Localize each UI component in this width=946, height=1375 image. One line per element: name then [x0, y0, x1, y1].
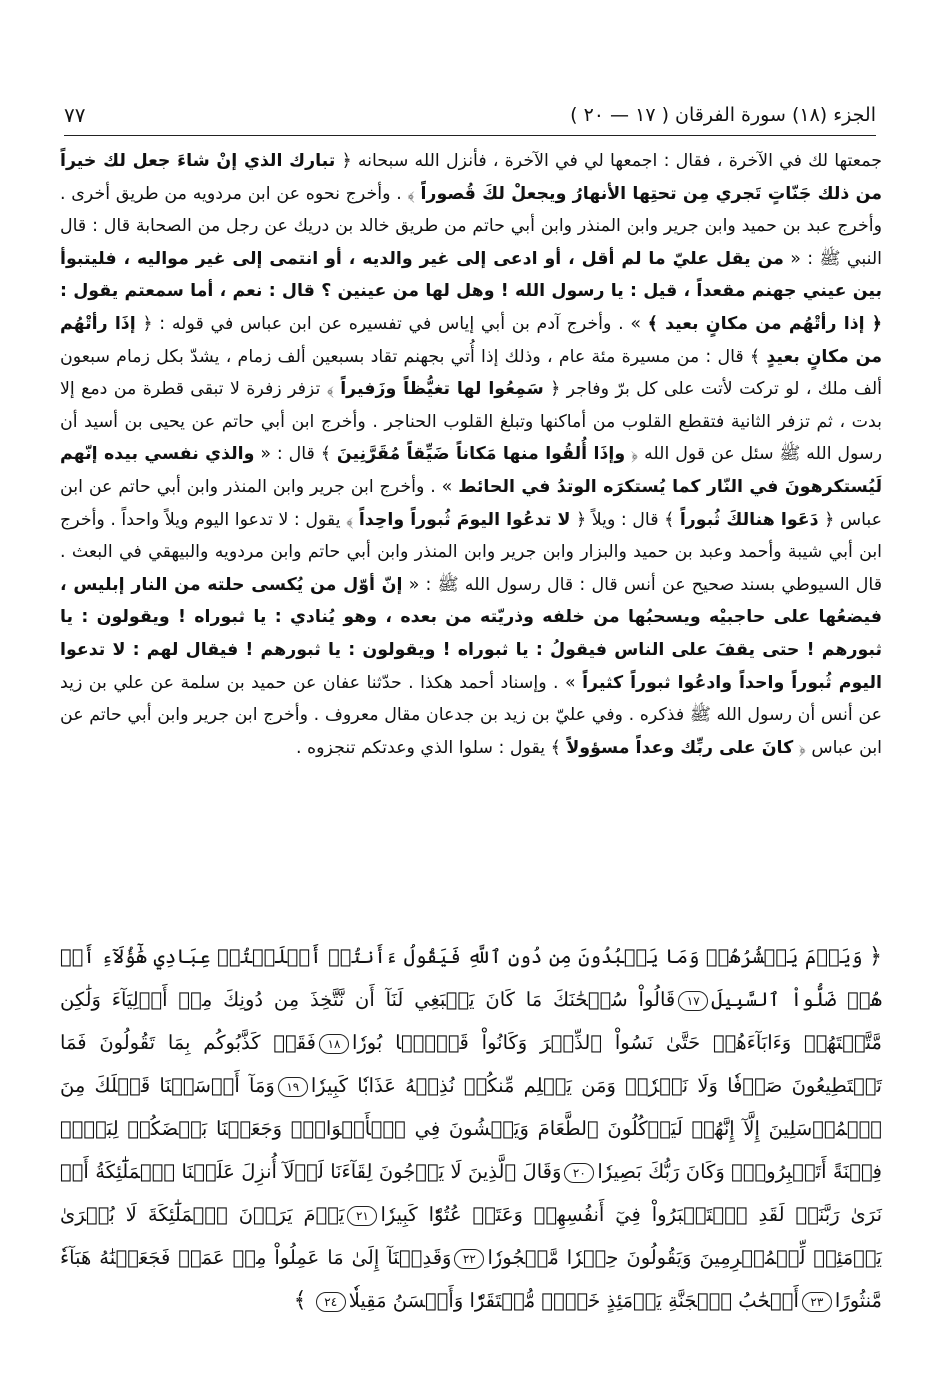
ayah-text: أَصۡحَٰبُ ٱلۡجَنَّةِ يَوۡمَئِذٍ خَيۡرٞ مُّسۡتَقَرّٗا وَأَحۡسَنُ مَقِيلٗا — [348, 1289, 799, 1312]
ayah-number-marker: ٢٠ — [564, 1163, 594, 1183]
quran-paragraph — [60, 935, 882, 1322]
commentary-text — [60, 145, 882, 764]
ayah-text: وَمَآ أَرۡسَلۡنَا قَبۡلَكَ مِنَ ٱلۡمُرۡسَلِينَ إِلَّآ إِنَّهُمۡ لَيَأۡكُلُونَ ٱلطَّعَامَ وَيَمۡشُونَ فِي ٱلۡأَسۡوَاقِۗ وَجَعَلۡنَا بَعۡضَكُمۡ لِبَعۡضٖ فِتۡنَةً أَتَصۡبِرُونَۗ وَكَانَ رَبُّكَ بَصِيرٗا — [60, 1074, 882, 1183]
ayah-number-marker: ٢١ — [347, 1206, 377, 1226]
ayah-number-marker: ١٩ — [278, 1077, 308, 1097]
ayah-number-marker: ١٧ — [678, 991, 708, 1011]
commentary-segment: ﴾ قال : ويلاً ﴿ — [570, 509, 680, 530]
commentary-segment: ﴾ تزفر زفرة لا تبقى قطرة من دمع إلا بدت ، ثم تزفر الثانية فتقطع القلوب من أماكنها وتبلغ القلوب الحناجر . وأخرج ابن أبي حاتم عن يحيى بن أسيد أن رسول الله ﷺ سئل عن قول الله ﴿ — [60, 379, 883, 465]
ayah-text: قَالُواْ سُبۡحَٰنَكَ مَا كَانَ يَنۢبَغِي لَنَآ أَن نَّتَّخِذَ مِن دُونِكَ مِنۡ أَوۡلِيَآءَ وَلَٰكِن مَّتَّعۡتَهُمۡ وَءَابَآءَهُمۡ حَتَّىٰ نَسُواْ ٱلذِّكۡرَ وَكَانُواْ قَوۡمَۢا بُورٗا — [60, 988, 883, 1054]
quoted-verse: تبارك الذي إنْ شاءَ جعل لك خيراً من ذلك جَنّاتٍ تَجري مِن تحتِها الأنهارُ ويجعلْ لكَ قُصوراً — [60, 151, 883, 204]
quoted-hadith: إنّ أوّل من يُكسى حلته من النار إبليس ، فيضعُها على حاجبيْه ويسحبُها من خلفه وذريّته من بعده ، وهو يُنادي : يا ثبوراه ! ويقولون : يا ثبورهم ! حتى يقفَ على الناس فيقولُ : يا ثبوراه ! ويقولون : يا ثبورهم ! فيقال لهم : لا تدعوا اليوم ثُبوراً واحداً وادعُوا ثبوراً كثيراً — [60, 574, 882, 693]
quoted-verse: إذَا رأتْهُم من مكانٍ بعيدٍ — [60, 313, 882, 367]
commentary-segment: ﴾ يقول : سلوا الذي وعدتكم تنجزوه . — [295, 737, 567, 758]
commentary-segment: ﴾ قال : من مسيرة مئة عام ، وذلك إذا أُتي بجهنم تقاد بسبعين ألف زمام ، يشدّ بكل زمام سبعون ألف ملك ، لو تركت لأتت على كل برّ وفاجر ﴿ — [60, 346, 882, 400]
close-ornate-bracket: ﴾ — [293, 1288, 307, 1313]
commentary-segment: » . وأخرج آدم بن أبي إياس في تفسيره عن ابن عباس في قوله : ﴿ — [135, 313, 648, 334]
commentary-segment: » . وإسناد أحمد هكذا . حدّثنا عفان عن حميد بن سلمة عن علي بن زيد عن أنس أن رسول الله ﷺ فذكره . وفي عليّ بن زيد بن جدعان مقال معروف . وأخرج ابن جرير وابن أبي حاتم عن ابن عباس ﴿ — [60, 672, 882, 758]
ayah-text: يَوۡمَ يَرَوۡنَ ٱلۡمَلَٰٓئِكَةَ لَا بُشۡرَىٰ يَوۡمَئِذٖ لِّلۡمُجۡرِمِينَ وَيَقُولُونَ حِجۡرٗا مَّحۡجُورٗا — [60, 1203, 882, 1269]
ayah-number-marker: ٢٢ — [454, 1249, 484, 1269]
quoted-hadith: من يقل عليّ ما لم أقل ، أو ادعى إلى غير والديه ، أو انتمى إلى غير مواليه ، فليتبوأ بين عيني جهنم مقعداً ، قيل : يا رسول الله ! وهل لها من عينين ؟ قال : نعم ، أما سمعتم يقول : ﴿ إذا رأتْهُم من مكانٍ بعيد ﴾ — [60, 248, 882, 334]
ayah-number-marker: ١٨ — [319, 1034, 349, 1054]
quoted-hadith: والذي نفسي بيده إنّهم لَيُستكرهونَ في النّار كما يُستكرَه الوتدُ في الحائط — [60, 444, 882, 497]
ayah-text: فَقَدۡ كَذَّبُوكُم بِمَا تَقُولُونَ فَمَا تَسۡتَطِيعُونَ صَرۡفٗا وَلَا نَصۡرٗاۚ وَمَن يَظۡلِم مِّنكُمۡ نُذِقۡهُ عَذَابٗا كَبِيرٗا — [60, 1031, 882, 1097]
commentary-paragraph — [60, 145, 882, 764]
commentary-segment: ﴾ قال : « — [254, 444, 337, 465]
commentary-segment: ﴾ يقول : لا تدعوا اليوم ويلاً واحداً . وأخرج ابن أبي شيبة وأحمد وعبد بن حميد والبزار وابن جرير وابن المنذر وابن أبي حاتم وابن مردويه والبيهقي في البعث . قال السيوطي بسند صحيح عن أنس قال : قال رسول الله ﷺ : « — [60, 509, 883, 595]
quran-verses — [60, 935, 882, 1322]
ayah-number-marker: ٢٤ — [316, 1292, 346, 1312]
ayah-text: وَيَوۡمَ يَحۡشُرُهُمۡ وَمَا يَعۡبُدُونَ مِن دُونِ ٱللَّهِ فَيَقُولُ ءَأَنتُمۡ أَضۡلَلۡتُمۡ عِبَادِي هَٰٓؤُلَآءِ أَمۡ هُمۡ ضَلُّواْ ٱلسَّبِيلَ — [60, 945, 882, 1011]
page-header — [64, 98, 876, 132]
quoted-verse: سَمِعُوا لها تغيُّظاً وزَفيراً — [340, 379, 544, 400]
commentary-segment: ﴾ . وأخرج نحوه عن ابن مردويه من طريق أخرى . وأخرج عبد بن حميد وابن جرير وابن المنذر وابن أبي حاتم من طريق خالد بن دريك عن رجل من الصحابة قال : قال النبي ﷺ : « — [60, 183, 882, 269]
quoted-verse: وإذَا أُلقُوا منها مَكاناً ضَيِّقاً مُقَرَّنِينَ — [336, 444, 626, 465]
ayah-text: وَقَدِمۡنَآ إِلَىٰ مَا عَمِلُواْ مِنۡ عَمَلٖ فَجَعَلۡنَٰهُ هَبَآءٗ مَّنثُورًا — [60, 1246, 882, 1312]
quoted-verse: لا تدعُوا اليومَ ثُبوراً واحِداً — [358, 509, 571, 530]
ayah-text: وَقَالَ ٱلَّذِينَ لَا يَرۡجُونَ لِقَآءَنَا لَوۡلَآ أُنزِلَ عَلَيۡنَا ٱلۡمَلَٰٓئِكَةُ أَوۡ نَرَىٰ رَبَّنَاۗ لَقَدِ ٱسۡتَكۡبَرُواْ فِيٓ أَنفُسِهِمۡ وَعَتَوۡ عُتُوّٗا كَبِيرٗا — [60, 1160, 882, 1226]
page-number: ٧٧ — [64, 103, 86, 127]
ayah-number-marker: ٢٣ — [802, 1292, 832, 1312]
quoted-verse: كانَ على ربِّك وعداً مسؤولاً — [566, 737, 794, 758]
commentary-segment: جمعتها لك في الآخرة ، فقال : اجمعها لي في الآخرة ، فأنزل الله سبحانه ﴿ — [335, 151, 883, 171]
open-ornate-bracket: ﴿ — [869, 944, 882, 969]
running-title: الجزء (١٨) سورة الفرقان ( ١٧ — ٢٠ ) — [570, 104, 876, 126]
commentary-segment: » . وأخرج ابن جرير وابن المنذر وابن أبي حاتم عن ابن عباس ﴿ — [60, 476, 882, 530]
quoted-verse: دَعَوا هنالكَ ثُبوراً — [679, 509, 819, 530]
header-divider — [64, 135, 876, 136]
